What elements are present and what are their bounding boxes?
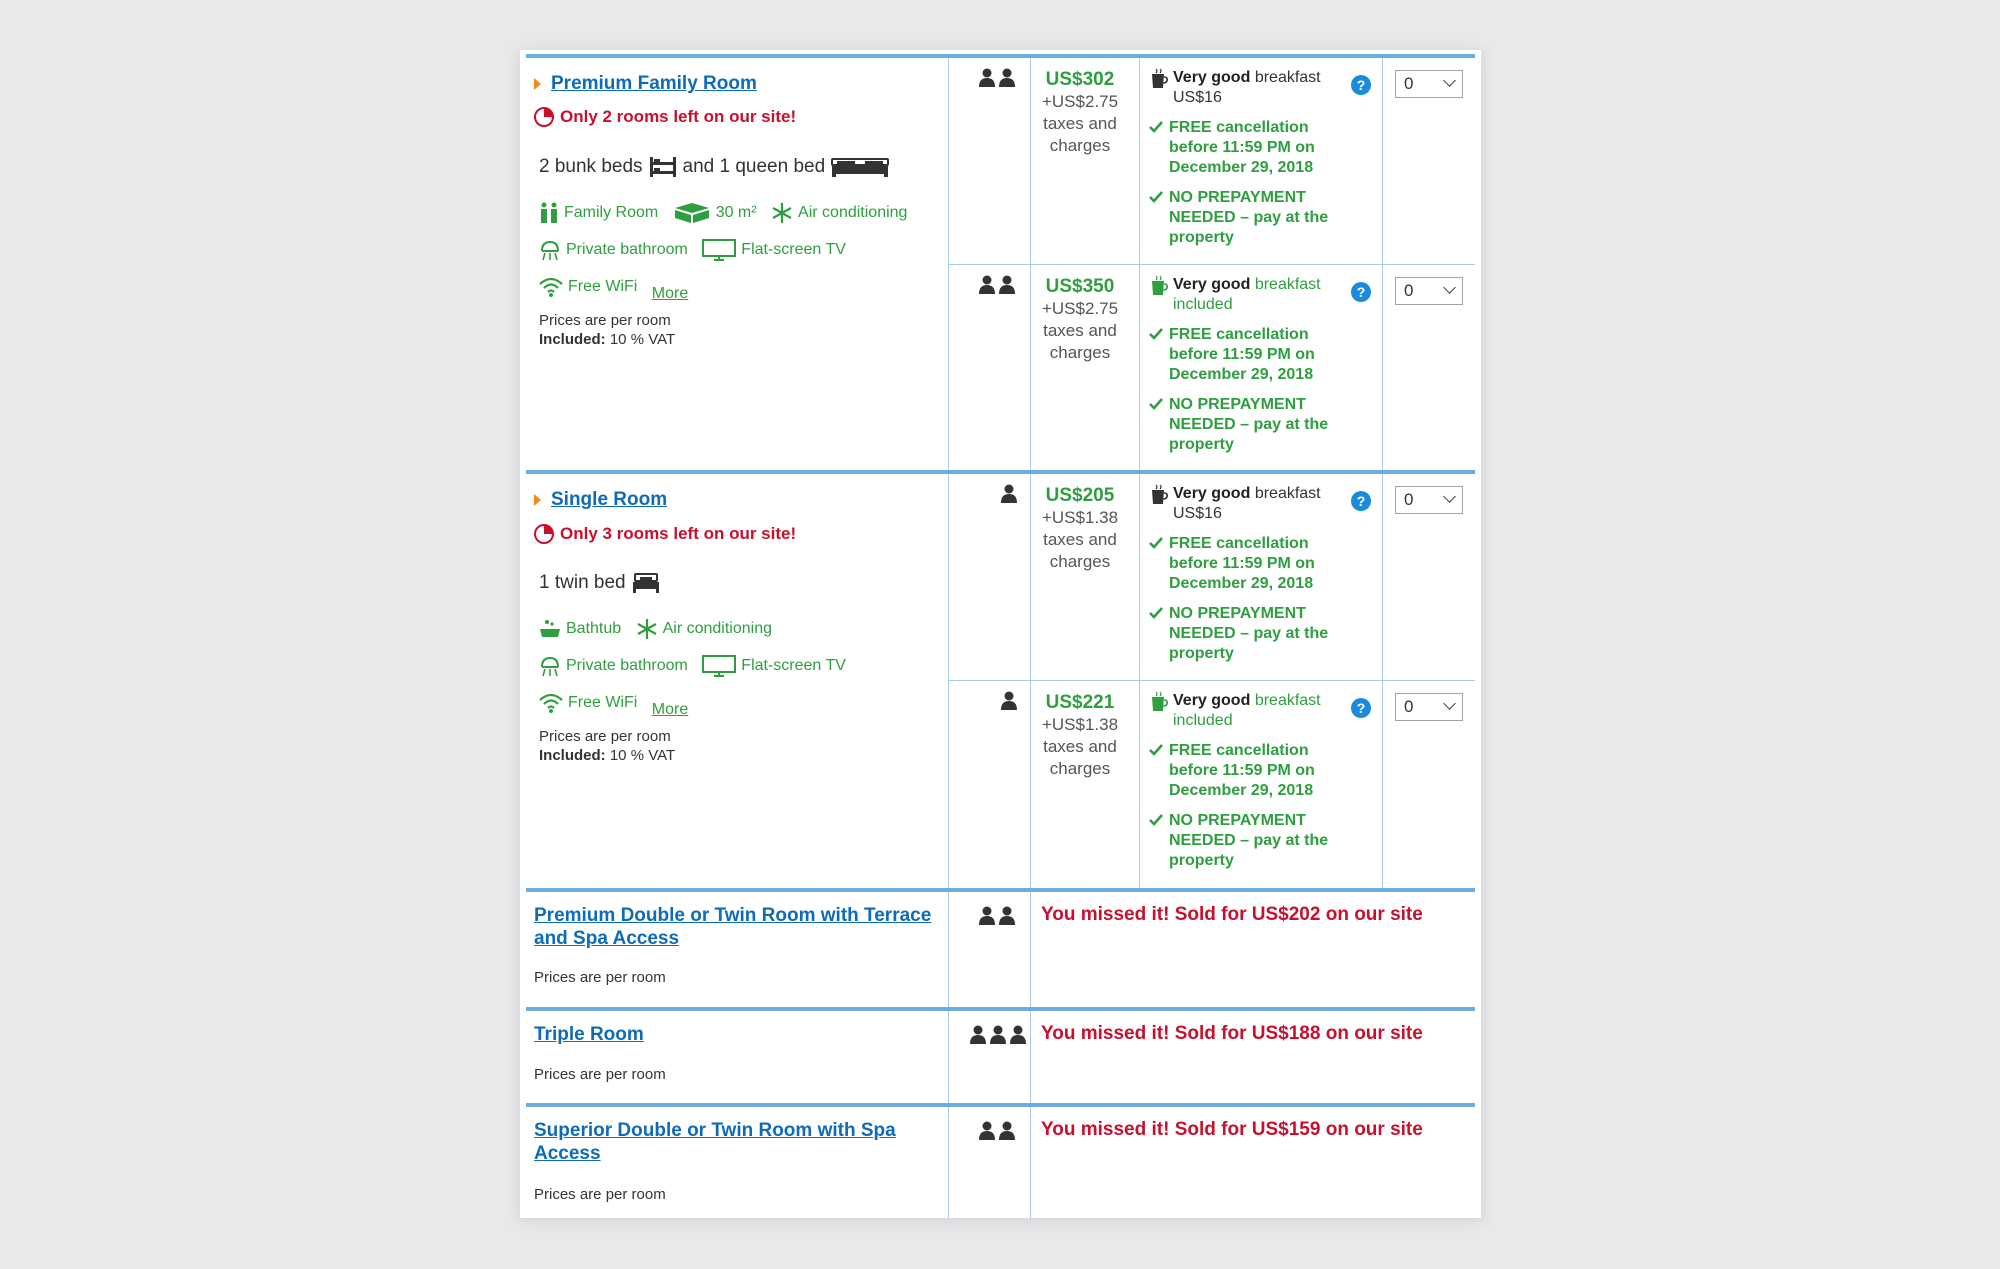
conditions-cell (1149, 275, 1339, 455)
tax-label: taxes and (1043, 530, 1117, 549)
price-value: US$221 (1045, 692, 1115, 713)
price-note (539, 311, 675, 349)
sold-out-notice: You missed it! Sold for US$159 on our site (1041, 1119, 1423, 1140)
prepayment-text: NO PREPAYMENT NEEDED – pay at the property (1169, 605, 1329, 662)
facility-wifi (539, 272, 637, 302)
facility-family-room (539, 198, 658, 228)
price-value: US$350 (1045, 276, 1115, 297)
breakfast-word: breakfast (1254, 69, 1321, 86)
coffee-cup-icon (1149, 275, 1169, 297)
room-name-link-line2[interactable]: Access (534, 1143, 601, 1164)
facility-label: Bathtub (566, 620, 622, 637)
prices-per-room-text: Prices are per room (539, 728, 671, 745)
facility-tv (702, 651, 846, 681)
snowflake-icon (636, 618, 658, 640)
facility-private-bathroom (539, 651, 688, 681)
bed-text-2: and 1 queen bed (682, 156, 826, 177)
breakfast-info (1149, 691, 1339, 731)
room-quantity-select[interactable] (1395, 277, 1463, 305)
breakfast-help-icon[interactable]: ? (1351, 698, 1371, 718)
room-name-link[interactable]: Single Room (551, 489, 668, 510)
wifi-icon (539, 692, 563, 714)
checkmark-icon (1149, 607, 1163, 619)
price-value: US$302 (1045, 69, 1115, 90)
cancellation-text: FREE cancellation before 11:59 PM on December 29, 2018 (1169, 326, 1315, 383)
prepayment-text: NO PREPAYMENT NEEDED – pay at the property (1169, 189, 1329, 246)
facility-bathtub (539, 614, 621, 644)
facility-label: 30 m² (715, 204, 757, 221)
room-quantity-select[interactable] (1395, 693, 1463, 721)
bathtub-icon (539, 618, 561, 640)
facilities-list (539, 198, 949, 309)
checkmark-icon (1149, 328, 1163, 340)
chevron-down-icon (1443, 697, 1456, 710)
breakfast-help-icon[interactable]: ? (1351, 282, 1371, 302)
price-cell (1038, 69, 1122, 157)
bunk-bed-icon (649, 156, 677, 178)
twin-bed-icon (632, 573, 660, 593)
breakfast-word: breakfast (1254, 276, 1321, 293)
tax-amount: +US$2.75 (1041, 92, 1119, 111)
more-facilities-link[interactable]: More (651, 285, 689, 302)
facility-size (673, 198, 757, 228)
breakfast-price: US$16 (1173, 89, 1222, 106)
prepayment-policy (1149, 811, 1339, 871)
checkmark-icon (1149, 744, 1163, 756)
tax-label-2: charges (1049, 552, 1111, 571)
breakfast-included: included (1173, 712, 1233, 729)
coffee-cup-icon (1149, 691, 1169, 713)
coffee-cup-icon (1149, 68, 1169, 90)
price-note (539, 727, 675, 765)
included-value: 10 % VAT (609, 331, 676, 348)
room-name-link[interactable]: Triple Room (534, 1024, 644, 1045)
prepayment-text: NO PREPAYMENT NEEDED – pay at the property (1169, 812, 1329, 869)
chevron-down-icon (1443, 74, 1456, 87)
checkmark-icon (1149, 121, 1163, 133)
cancellation-text: FREE cancellation before 11:59 PM on December 29, 2018 (1169, 742, 1315, 799)
prices-per-room-text: Prices are per room (534, 1066, 666, 1083)
facility-label: Private bathroom (566, 241, 688, 258)
tax-amount: +US$1.38 (1041, 715, 1119, 734)
room-group-soldout (526, 1007, 1475, 1105)
price-cell (1038, 485, 1122, 573)
scarcity-notice (534, 524, 796, 544)
conditions-cell (1149, 484, 1339, 664)
tax-label: taxes and (1043, 114, 1117, 133)
prices-per-room-text: Prices are per room (539, 312, 671, 329)
included-value: 10 % VAT (609, 747, 676, 764)
room-group-soldout (526, 888, 1475, 1009)
room-quantity-select[interactable] (1395, 486, 1463, 514)
scarcity-pie-icon (534, 107, 554, 127)
facility-label: Flat-screen TV (741, 657, 846, 674)
expand-arrow-icon[interactable] (534, 494, 541, 506)
shower-icon (539, 655, 561, 677)
room-size-icon (673, 202, 711, 224)
occupancy-2-icon (966, 68, 1030, 88)
tax-amount: +US$2.75 (1041, 299, 1119, 318)
room-name-link[interactable]: Premium Family Room (551, 73, 757, 94)
facility-label: Flat-screen TV (741, 241, 846, 258)
room-name-link-line2[interactable]: and Spa Access (534, 928, 680, 949)
scarcity-pie-icon (534, 524, 554, 544)
tax-label-2: charges (1049, 136, 1111, 155)
bed-info (539, 156, 895, 178)
tax-label-2: charges (1049, 343, 1111, 362)
chevron-down-icon (1443, 490, 1456, 503)
conditions-cell (1149, 68, 1339, 248)
bed-text: 1 twin bed (539, 572, 626, 593)
facility-label: Free WiFi (568, 694, 638, 711)
more-facilities-link[interactable]: More (651, 701, 689, 718)
breakfast-rating: Very good (1173, 692, 1251, 709)
breakfast-rating: Very good (1173, 485, 1251, 502)
breakfast-rating: Very good (1173, 276, 1251, 293)
snowflake-icon (771, 202, 793, 224)
occupancy-2-icon (966, 275, 1030, 295)
scarcity-text: Only 2 rooms left on our site! (560, 107, 797, 126)
occupancy-1-icon (966, 691, 1030, 711)
facility-label: Free WiFi (568, 278, 638, 295)
sold-out-notice: You missed it! Sold for US$202 on our site (1041, 904, 1423, 925)
occupancy-1-icon (966, 484, 1030, 504)
checkmark-icon (1149, 191, 1163, 203)
facility-label: Family Room (564, 204, 659, 221)
chevron-down-icon (1443, 281, 1456, 294)
room-quantity-select[interactable] (1395, 70, 1463, 98)
room-group-premium-family (526, 54, 1475, 472)
cancellation-policy (1149, 534, 1339, 594)
coffee-cup-icon (1149, 484, 1169, 506)
shower-icon (539, 239, 561, 261)
family-icon (539, 202, 559, 224)
facility-wifi (539, 688, 637, 718)
tax-amount: +US$1.38 (1041, 508, 1119, 527)
checkmark-icon (1149, 537, 1163, 549)
room-group-single (526, 470, 1475, 890)
cancellation-text: FREE cancellation before 11:59 PM on December 29, 2018 (1169, 119, 1315, 176)
expand-arrow-icon[interactable] (534, 78, 541, 90)
quantity-value: 0 (1404, 281, 1414, 300)
included-label: Included: (539, 331, 606, 348)
checkmark-icon (1149, 814, 1163, 826)
breakfast-help-icon[interactable]: ? (1351, 491, 1371, 511)
price-cell (1038, 276, 1122, 364)
checkmark-icon (1149, 398, 1163, 410)
facility-label: Private bathroom (566, 657, 688, 674)
price-cell (1038, 692, 1122, 780)
prices-per-room-text: Prices are per room (534, 1186, 666, 1203)
bed-text: 2 bunk beds (539, 156, 643, 177)
breakfast-rating: Very good (1173, 69, 1251, 86)
prices-per-room-text: Prices are per room (534, 969, 666, 986)
room-name-link[interactable]: Superior Double or Twin Room with Spa (534, 1120, 896, 1141)
prepayment-policy (1149, 604, 1339, 664)
price-value: US$205 (1045, 485, 1115, 506)
occupancy-2-icon (966, 1121, 1030, 1141)
cancellation-policy (1149, 741, 1339, 801)
breakfast-word: breakfast (1254, 485, 1321, 502)
tv-icon (702, 655, 736, 677)
facility-ac (771, 198, 907, 228)
scarcity-text: Only 3 rooms left on our site! (560, 524, 797, 543)
facility-label: Air conditioning (798, 204, 908, 221)
tax-label: taxes and (1043, 321, 1117, 340)
tax-label: taxes and (1043, 737, 1117, 756)
included-label: Included: (539, 747, 606, 764)
breakfast-info (1149, 484, 1339, 524)
facility-tv (702, 235, 846, 265)
facility-ac (636, 614, 772, 644)
bed-info (539, 572, 666, 594)
tax-label-2: charges (1049, 759, 1111, 778)
prepayment-text: NO PREPAYMENT NEEDED – pay at the property (1169, 396, 1329, 453)
cancellation-policy (1149, 325, 1339, 385)
breakfast-price: US$16 (1173, 505, 1222, 522)
tv-icon (702, 239, 736, 261)
prepayment-policy (1149, 395, 1339, 455)
cancellation-text: FREE cancellation before 11:59 PM on December 29, 2018 (1169, 535, 1315, 592)
breakfast-help-icon[interactable]: ? (1351, 75, 1371, 95)
occupancy-2-icon (966, 906, 1030, 926)
quantity-value: 0 (1404, 697, 1414, 716)
breakfast-included: included (1173, 296, 1233, 313)
room-name-link[interactable]: Premium Double or Twin Room with Terrace (534, 905, 932, 926)
occupancy-3-icon (958, 1025, 1038, 1045)
sold-out-notice: You missed it! Sold for US$188 on our site (1041, 1023, 1423, 1044)
room-group-soldout (526, 1103, 1475, 1218)
quantity-value: 0 (1404, 490, 1414, 509)
room-table (520, 50, 1481, 1218)
breakfast-info (1149, 275, 1339, 315)
breakfast-word: breakfast (1254, 692, 1321, 709)
scarcity-notice (534, 107, 796, 127)
cancellation-policy (1149, 118, 1339, 178)
facility-label: Air conditioning (662, 620, 773, 637)
conditions-cell (1149, 691, 1339, 871)
facilities-list (539, 614, 949, 725)
quantity-value: 0 (1404, 74, 1414, 93)
breakfast-info (1149, 68, 1339, 108)
prepayment-policy (1149, 188, 1339, 248)
facility-private-bathroom (539, 235, 688, 265)
queen-bed-icon (831, 157, 889, 177)
wifi-icon (539, 276, 563, 298)
